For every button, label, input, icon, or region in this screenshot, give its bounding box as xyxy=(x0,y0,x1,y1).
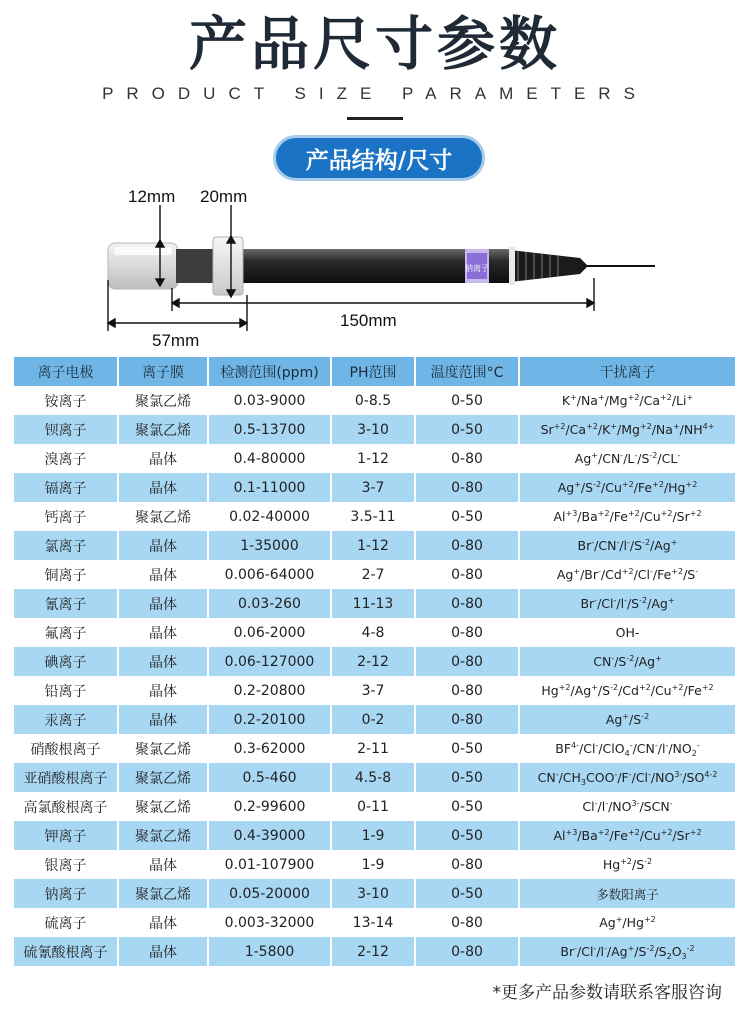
table-row xyxy=(14,473,736,502)
cell-interfering-ions: $Hg^{+2}/Ag^+/S^{-2}/Cd^{+2}/Cu^{+2}/Fe^{+2}$ xyxy=(519,676,736,705)
header-temperature: 温度范围°C xyxy=(415,357,519,386)
cell-ph: 2-12 xyxy=(331,647,415,676)
cell-range: 0.05-20000 xyxy=(208,879,331,908)
table-row xyxy=(14,850,736,879)
cell-ph: 1-12 xyxy=(331,531,415,560)
cell-ph: 0-8.5 xyxy=(331,386,415,415)
cell-range: 0.5-460 xyxy=(208,763,331,792)
cell-ph: 3-7 xyxy=(331,676,415,705)
cell-electrode: 硫氰酸根离子 xyxy=(14,937,118,966)
cell-ph: 1-12 xyxy=(331,444,415,473)
cell-membrane: 晶体 xyxy=(118,473,208,502)
dim-ring-label: 20mm xyxy=(200,187,248,206)
cell-interfering-ions: $CN^-/S^{-2}/Ag^+$ xyxy=(519,647,736,676)
header-interfering-ions: 干扰离子 xyxy=(519,357,736,386)
table-row xyxy=(14,676,736,705)
cell-membrane: 晶体 xyxy=(118,908,208,937)
table-row xyxy=(14,444,736,473)
cell-membrane: 晶体 xyxy=(118,560,208,589)
cell-electrode: 镉离子 xyxy=(14,473,118,502)
cell-ph: 1-9 xyxy=(331,850,415,879)
cell-temperature: 0-80 xyxy=(415,589,519,618)
cell-membrane: 聚氯乙烯 xyxy=(118,386,208,415)
cell-interfering-ions: $Ag^+/S^{-2}$ xyxy=(519,705,736,734)
cell-temperature: 0-80 xyxy=(415,908,519,937)
cell-interfering-ions: $Cl^-/l^-/NO^{3-}/SCN^-$ xyxy=(519,792,736,821)
cell-ph: 2-7 xyxy=(331,560,415,589)
cell-electrode: 银离子 xyxy=(14,850,118,879)
cell-ph: 2-12 xyxy=(331,937,415,966)
cell-electrode: 钾离子 xyxy=(14,821,118,850)
electrode-tail-ring xyxy=(509,247,515,285)
dim-total-label: 57mm xyxy=(152,331,200,350)
cell-membrane: 聚氯乙烯 xyxy=(118,821,208,850)
table-row xyxy=(14,618,736,647)
cell-temperature: 0-50 xyxy=(415,734,519,763)
cell-membrane: 聚氯乙烯 xyxy=(118,734,208,763)
cell-electrode: 汞离子 xyxy=(14,705,118,734)
header-electrode: 离子电极 xyxy=(14,357,118,386)
cell-electrode: 钙离子 xyxy=(14,502,118,531)
cell-electrode: 碘离子 xyxy=(14,647,118,676)
cell-range: 0.03-260 xyxy=(208,589,331,618)
electrode-label xyxy=(465,249,489,283)
cell-membrane: 晶体 xyxy=(118,444,208,473)
cell-membrane: 聚氯乙烯 xyxy=(118,763,208,792)
cell-ph: 3-10 xyxy=(331,415,415,444)
cell-electrode: 钠离子 xyxy=(14,879,118,908)
cell-ph: 1-9 xyxy=(331,821,415,850)
section-pill: 产品结构/尺寸 xyxy=(273,135,485,181)
cell-range: 1-5800 xyxy=(208,937,331,966)
cell-interfering-ions: $Al^{+3}/Ba^{+2}/Fe^{+2}/Cu^{+2}/Sr^{+2}$ xyxy=(519,821,736,850)
dim-cap-label: 12mm xyxy=(128,187,176,206)
cell-temperature: 0-50 xyxy=(415,792,519,821)
cell-interfering-ions: $Hg^{+2}/S^{-2}$ xyxy=(519,850,736,879)
footnote: *更多产品参数请联系客服咨询 xyxy=(492,983,722,1003)
cell-membrane: 晶体 xyxy=(118,618,208,647)
cell-temperature: 0-80 xyxy=(415,676,519,705)
table-row xyxy=(14,502,736,531)
cell-ph: 4.5-8 xyxy=(331,763,415,792)
cell-membrane: 聚氯乙烯 xyxy=(118,415,208,444)
cell-ph: 2-11 xyxy=(331,734,415,763)
title-divider xyxy=(347,117,403,120)
cell-interfering-ions: $Ag^+/S^{-2}/Cu^{+2}/Fe^{+2}/Hg^{+2}$ xyxy=(519,473,736,502)
cell-range: 0.3-62000 xyxy=(208,734,331,763)
cell-electrode: 铜离子 xyxy=(14,560,118,589)
cell-temperature: 0-80 xyxy=(415,473,519,502)
cell-electrode: 硝酸根离子 xyxy=(14,734,118,763)
cell-interfering-ions: $Br^-/CN^-/l^-/S^{-2}/Ag^+$ xyxy=(519,531,736,560)
table-row xyxy=(14,589,736,618)
table-row xyxy=(14,879,736,908)
cell-interfering-ions: 多数阳离子 xyxy=(519,879,736,908)
cell-ph: 0-2 xyxy=(331,705,415,734)
cell-membrane: 晶体 xyxy=(118,647,208,676)
page-title: 产品尺寸参数 xyxy=(188,10,561,78)
table-row xyxy=(14,792,736,821)
cell-range: 0.003-32000 xyxy=(208,908,331,937)
table-row xyxy=(14,415,736,444)
page-subtitle: PRODUCT SIZE PARAMETERS xyxy=(102,84,648,103)
cell-interfering-ions: $BF^{4-}/Cl^-/ClO_4^-/CN^-/l^-/NO_2^-$ xyxy=(519,734,736,763)
cell-interfering-ions: $K^+/Na^+/Mg^{+2}/Ca^{+2}/Li^+$ xyxy=(519,386,736,415)
table-row xyxy=(14,763,736,792)
cell-membrane: 晶体 xyxy=(118,589,208,618)
cell-range: 0.4-80000 xyxy=(208,444,331,473)
cell-temperature: 0-50 xyxy=(415,821,519,850)
cell-range: 0.06-127000 xyxy=(208,647,331,676)
cell-electrode: 铵离子 xyxy=(14,386,118,415)
cell-electrode: 氰离子 xyxy=(14,589,118,618)
cell-electrode: 铅离子 xyxy=(14,676,118,705)
electrode-diagram xyxy=(0,180,750,350)
header-range: 检测范围(ppm) xyxy=(208,357,331,386)
cell-interfering-ions: $Ag^+/CN^-/L^-/S^{-2}/CL^-$ xyxy=(519,444,736,473)
cell-temperature: 0-80 xyxy=(415,444,519,473)
cell-interfering-ions: $Ag^+/Br^-/Cd^{+2}/Cl^-/Fe^{+2}/S^-$ xyxy=(519,560,736,589)
cell-ph: 3.5-11 xyxy=(331,502,415,531)
cell-ph: 0-11 xyxy=(331,792,415,821)
table-row xyxy=(14,908,736,937)
cell-ph: 4-8 xyxy=(331,618,415,647)
cell-membrane: 晶体 xyxy=(118,531,208,560)
dim-body-label: 150mm xyxy=(340,311,397,330)
cell-range: 0.03-9000 xyxy=(208,386,331,415)
cell-electrode: 硫离子 xyxy=(14,908,118,937)
cell-electrode: 亚硝酸根离子 xyxy=(14,763,118,792)
cell-temperature: 0-50 xyxy=(415,386,519,415)
cell-membrane: 聚氯乙烯 xyxy=(118,502,208,531)
cell-range: 0.4-39000 xyxy=(208,821,331,850)
table-row xyxy=(14,560,736,589)
cell-interfering-ions: $Sr^{+2}/Ca^{+2}/K^+/Mg^{+2}/Na^+/NH^{4+}$ xyxy=(519,415,736,444)
cell-ph: 3-7 xyxy=(331,473,415,502)
table-row xyxy=(14,531,736,560)
cell-temperature: 0-80 xyxy=(415,531,519,560)
table-header-row xyxy=(14,357,736,386)
cell-electrode: 氯离子 xyxy=(14,531,118,560)
cell-range: 0.2-20100 xyxy=(208,705,331,734)
cell-interfering-ions: $Al^{+3}/Ba^{+2}/Fe^{+2}/Cu^{+2}/Sr^{+2}$ xyxy=(519,502,736,531)
cell-temperature: 0-80 xyxy=(415,705,519,734)
cell-interfering-ions: $Br^-/Cl^-/l^-/Ag^+/S^{-2}/S_2O_3^{-2}$ xyxy=(519,937,736,966)
cell-temperature: 0-80 xyxy=(415,618,519,647)
cell-temperature: 0-80 xyxy=(415,647,519,676)
cell-temperature: 0-80 xyxy=(415,937,519,966)
cell-range: 1-35000 xyxy=(208,531,331,560)
cell-interfering-ions: $Ag^+/Hg^{+2}$ xyxy=(519,908,736,937)
cell-ph: 13-14 xyxy=(331,908,415,937)
cell-range: 0.2-99600 xyxy=(208,792,331,821)
cell-ph: 3-10 xyxy=(331,879,415,908)
cell-temperature: 0-50 xyxy=(415,879,519,908)
table-row xyxy=(14,734,736,763)
cell-electrode: 钡离子 xyxy=(14,415,118,444)
cell-temperature: 0-50 xyxy=(415,763,519,792)
cell-electrode: 溴离子 xyxy=(14,444,118,473)
cell-membrane: 聚氯乙烯 xyxy=(118,879,208,908)
cell-range: 0.1-11000 xyxy=(208,473,331,502)
parameter-table xyxy=(14,357,737,966)
cell-interfering-ions: OH- xyxy=(519,618,736,647)
cell-interfering-ions: $Br^-/Cl^-/l^-/S^{-2}/Ag^+$ xyxy=(519,589,736,618)
cell-membrane: 晶体 xyxy=(118,850,208,879)
cell-membrane: 晶体 xyxy=(118,705,208,734)
cell-temperature: 0-80 xyxy=(415,850,519,879)
electrode-label-text: 钠离子 xyxy=(465,264,489,273)
header-membrane: 离子膜 xyxy=(118,357,208,386)
cell-electrode: 高氯酸根离子 xyxy=(14,792,118,821)
electrode-ring xyxy=(213,237,243,295)
electrode-sensor xyxy=(176,249,216,283)
cell-range: 0.06-2000 xyxy=(208,618,331,647)
table-row xyxy=(14,705,736,734)
cell-membrane: 晶体 xyxy=(118,676,208,705)
cell-range: 0.02-40000 xyxy=(208,502,331,531)
cell-temperature: 0-50 xyxy=(415,415,519,444)
cell-membrane: 聚氯乙烯 xyxy=(118,792,208,821)
table-row xyxy=(14,937,736,966)
header-ph: PH范围 xyxy=(331,357,415,386)
cell-temperature: 0-80 xyxy=(415,560,519,589)
cell-range: 0.5-13700 xyxy=(208,415,331,444)
cell-range: 0.01-107900 xyxy=(208,850,331,879)
cell-temperature: 0-50 xyxy=(415,502,519,531)
cell-membrane: 晶体 xyxy=(118,937,208,966)
table-row xyxy=(14,386,736,415)
cell-interfering-ions: $CN^-/CH_3COO^-/F^-/Cl^-/NO^{3-}/SO^{4-2}$ xyxy=(519,763,736,792)
cell-range: 0.2-20800 xyxy=(208,676,331,705)
table-row xyxy=(14,647,736,676)
electrode-strain-relief xyxy=(510,250,588,282)
cell-electrode: 氟离子 xyxy=(14,618,118,647)
cell-range: 0.006-64000 xyxy=(208,560,331,589)
cell-ph: 11-13 xyxy=(331,589,415,618)
table-body xyxy=(14,386,736,966)
table-row xyxy=(14,821,736,850)
